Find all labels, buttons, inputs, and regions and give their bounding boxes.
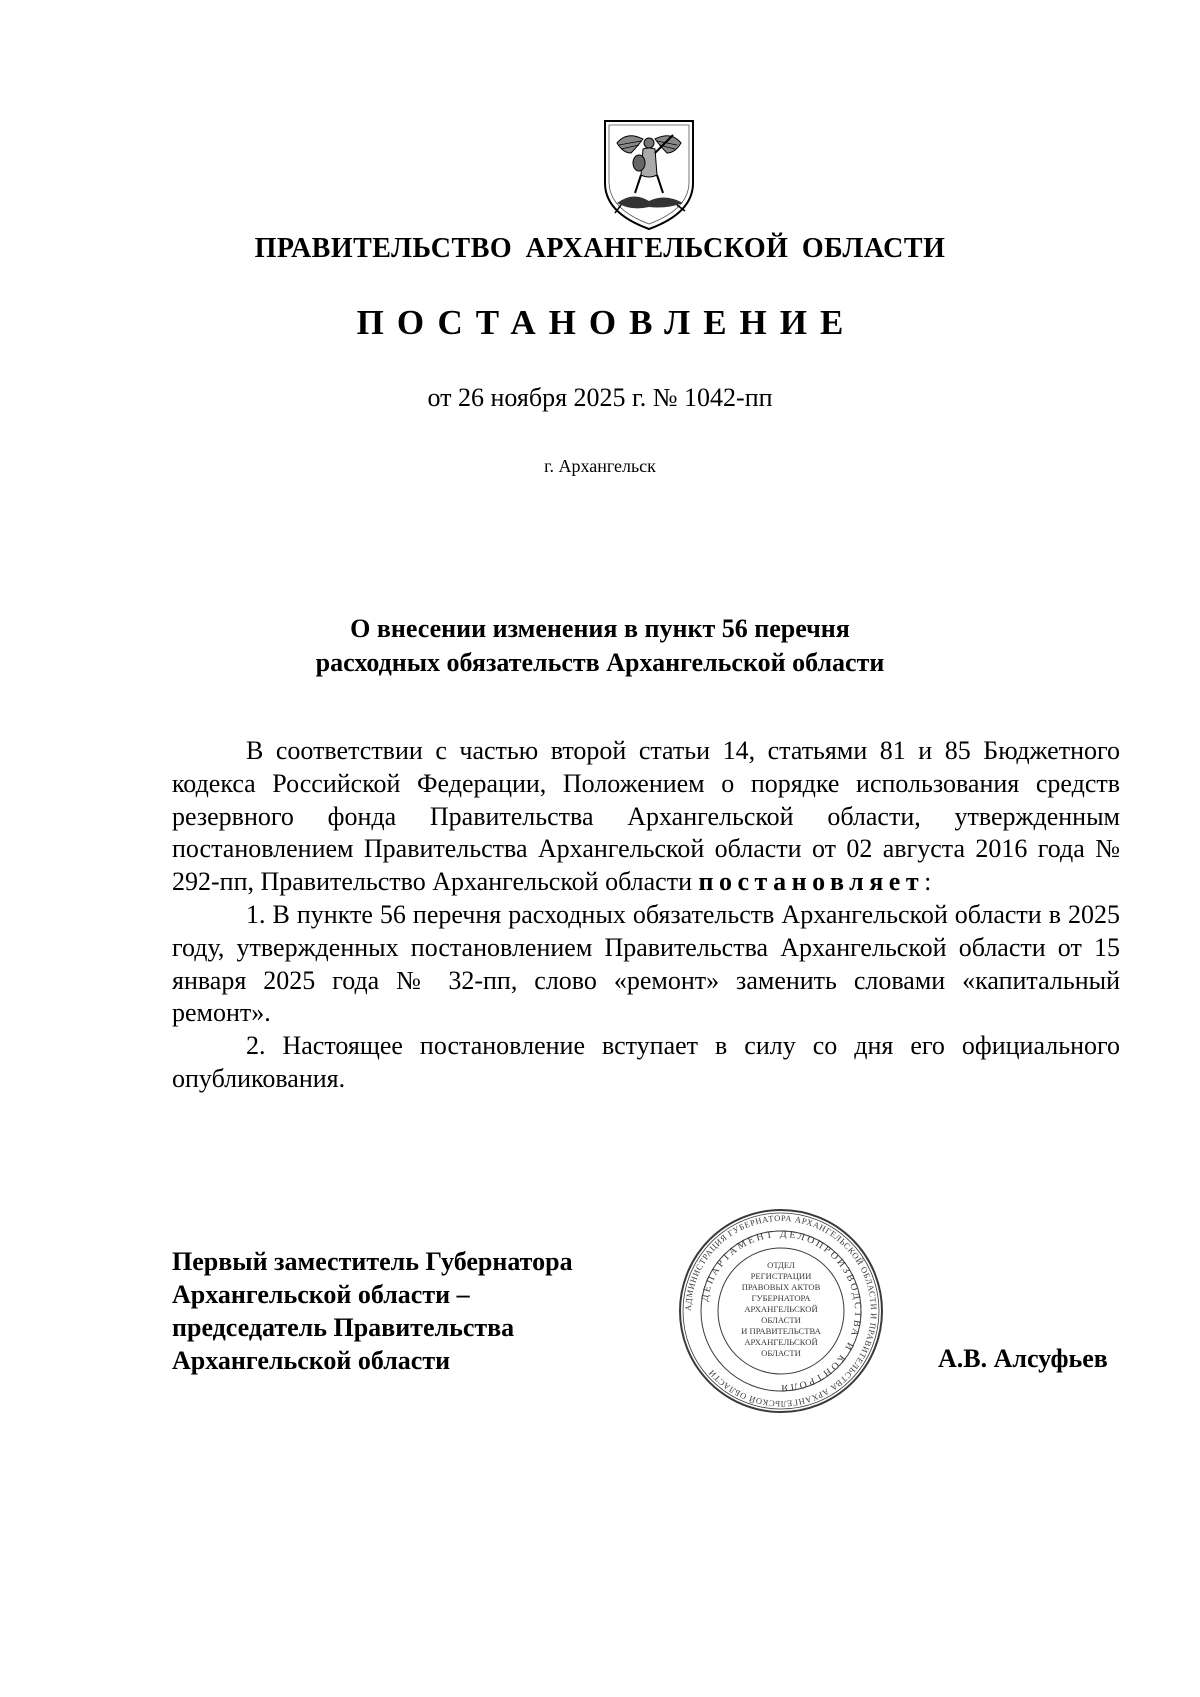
signer-title-line: Первый заместитель Губернатора	[172, 1247, 573, 1276]
stamp-center-line: РЕГИСТРАЦИИ	[750, 1271, 812, 1281]
stamp-center-line: ОБЛАСТИ	[761, 1348, 801, 1358]
city: г. Архангельск	[544, 456, 656, 476]
signer-name: А.В. Алсуфьев	[938, 1344, 1108, 1373]
coat-of-arms-icon	[597, 113, 701, 233]
signer-title-line: Архангельской области –	[172, 1280, 470, 1309]
signer-title-line: Архангельской области	[172, 1346, 451, 1375]
date-and-number: от 26 ноября 2025 г. № 1042-пп	[427, 383, 773, 412]
stamp-center-line: ГУБЕРНАТОРА	[751, 1293, 811, 1303]
stamp-inner-ring-text: ДЕПАРТАМЕНТ ДЕЛОПРОИЗВОДСТВА И КОНТРОЛЯ	[699, 1228, 864, 1394]
document-body	[172, 735, 1120, 1096]
stamp-center-line: ОТДЕЛ	[767, 1260, 795, 1270]
document-subject	[0, 612, 1200, 680]
stamp-center-line: ОБЛАСТИ	[761, 1315, 801, 1325]
item-paragraph: 1. В пункте 56 перечня расходных обязательств Архангельской области в 2025 году, утвержденных постановлением Правительства Архангельской области от 15 января 2025 года № 32-пп, слово «ремонт» заменить словами «капитальный ремонт».	[172, 899, 1120, 1028]
subject-line: расходных обязательств Архангельской области	[315, 648, 885, 677]
authority-name: ПРАВИТЕЛЬСТВО АРХАНГЕЛЬСКОЙ ОБЛАСТИ	[254, 233, 946, 264]
official-stamp	[676, 1206, 886, 1416]
preamble-text: В соответствии с частью второй статьи 14, статьями 81 и 85 Бюджетного кодекса Российской Федерации, Положением о порядке использования средств резервного фонда Правительства Архангельской области, утвержденным постановлением Правительства Архангельской области от 02 августа 2016 года № 292-пп, Правительство Архангельской области	[172, 736, 1120, 897]
stamp-center-line: АРХАНГЕЛЬСКОЙ	[744, 1304, 818, 1314]
subject-line: О внесении изменения в пункт 56 перечня	[350, 614, 850, 643]
decree-word: постановляет	[698, 867, 925, 897]
stamp-center-line: ПРАВОВЫХ АКТОВ	[741, 1282, 821, 1292]
document-type: ПОСТАНОВЛЕНИЕ	[356, 303, 857, 342]
preamble-paragraph	[172, 735, 1120, 899]
signer-title	[172, 1245, 573, 1377]
signer-title-line: председатель Правительства	[172, 1313, 515, 1342]
stamp-outer-ring-text: АДМИНИСТРАЦИЯ ГУБЕРНАТОРА АРХАНГЕЛЬСКОЙ ОБЛАСТИ И ПРАВИТЕЛЬСТВА АРХАНГЕЛЬСКОЙ ОБЛАСТИ	[682, 1212, 880, 1410]
stamp-center-line: АРХАНГЕЛЬСКОЙ	[744, 1337, 818, 1347]
decree-colon: :	[924, 867, 932, 897]
stamp-center-line: И ПРАВИТЕЛЬСТВА	[741, 1326, 821, 1336]
item-paragraph: 2. Настоящее постановление вступает в силу со дня его официального опубликования.	[172, 1031, 1120, 1093]
